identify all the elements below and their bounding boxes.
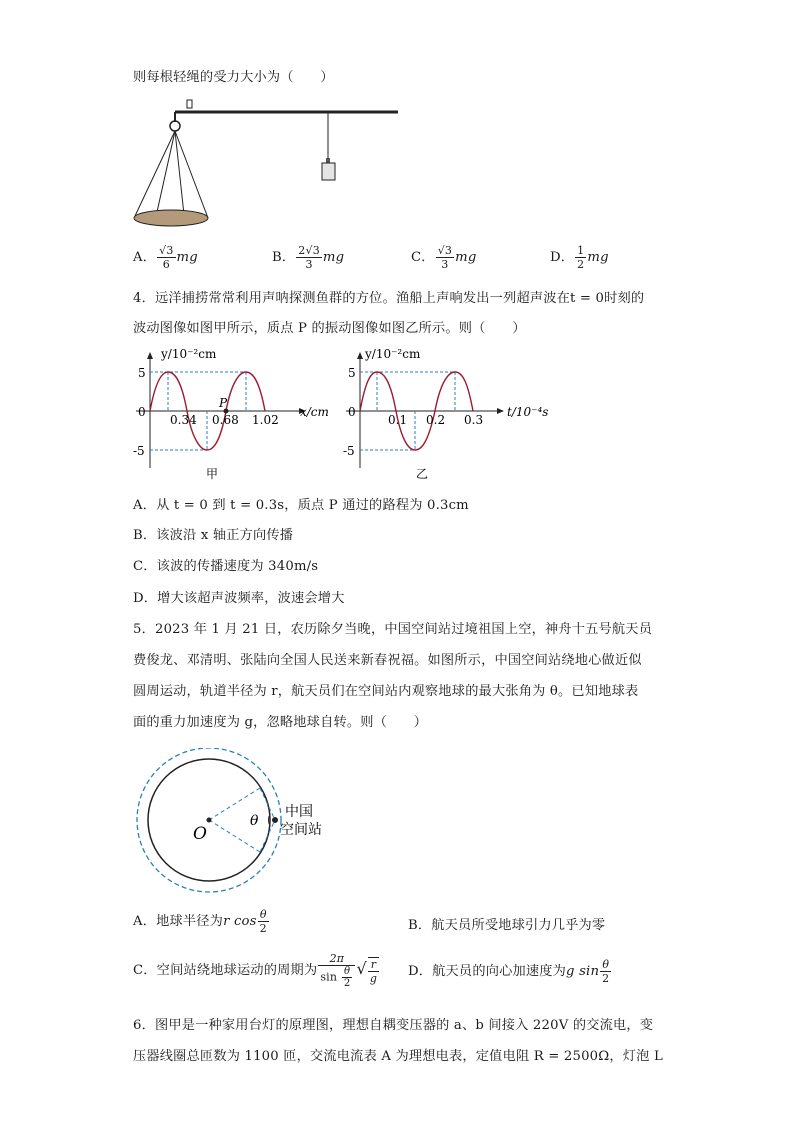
q5-orbit-figure [133, 748, 353, 898]
q5-stem-line1: 5．2023 年 1 月 21 日，农历除夕当晚，中国空间站过境祖国上空，神舟十五号航天员 [133, 622, 653, 637]
q4a-tick-2: 0.68 [212, 413, 239, 427]
q5-stem-line2: 费俊龙、邓清明、张陆向全国人民送来新春祝福。如图所示，中国空间站绕地心做近似 [133, 653, 642, 668]
q4a-tick-1: 0.34 [170, 413, 197, 427]
q4-option-b: B．该波沿 x 轴正方向传播 [133, 528, 294, 543]
q4-vibration-graph [340, 344, 560, 480]
q4-option-c: C．该波的传播速度为 340m/s [133, 559, 319, 574]
q4-wave-graph [130, 344, 340, 480]
q3-option-a: A． $\frac{√3}{6}$ mg [133, 244, 198, 271]
q4-option-a: A．从 t = 0 到 t = 0.3s，质点 P 通过的路程为 0.3cm [133, 498, 469, 513]
q5-option-b: B．航天员所受地球引力几乎为零 [408, 918, 606, 933]
q4b-tick-3: 0.3 [464, 413, 484, 427]
q4b-y-neg: -5 [343, 444, 355, 458]
q3-option-d: D． $\frac{1}{2}$ mg [550, 244, 609, 271]
q4a-ylabel: y/10⁻²cm [161, 347, 217, 361]
q4a-point-p: P [219, 396, 228, 410]
q4-stem-line1: 4．远洋捕捞常常利用声呐探测鱼群的方位。渔船上声响发出一列超声波在t = 0时刻的 [133, 291, 645, 306]
q4-option-d: D．增大该超声波频率，波速会增大 [133, 591, 345, 606]
q4a-xlabel: x/cm [300, 405, 329, 419]
q5-station-label-1: 中国 [285, 804, 313, 820]
q5-stem-line3: 圆周运动，轨道半径为 r，航天员们在空间站内观察地球的最大张角为 θ。已知地球表 [133, 684, 639, 699]
q6-stem-line1: 6．图甲是一种家用台灯的原理图，理想自耦变压器的 a、b 间接入 220V 的交流电，变 [133, 1018, 654, 1033]
q4b-origin: 0 [348, 405, 356, 419]
q4a-tick-3: 1.02 [252, 413, 279, 427]
q4b-y-pos: 5 [348, 366, 356, 380]
q3-option-b: B． $\frac{2√3}{3}$ mg [272, 244, 345, 271]
q4a-y-neg: -5 [133, 444, 145, 458]
q4b-tick-1: 0.1 [388, 413, 408, 427]
q5-station-label-2: 空间站 [280, 822, 322, 838]
q5-option-c: C．空间站绕地球运动的周期为 2π sin $\frac{\theta}{2}$ √ $\frac{r}{g}$ [133, 952, 378, 989]
q5-stem-line4: 面的重力加速度为 g，忽略地球自转。则（ ） [133, 715, 428, 730]
q4a-y-pos: 5 [138, 366, 146, 380]
q4b-ylabel: y/10⁻²cm [365, 347, 421, 361]
q6-stem-line2: 压器线圈总匝数为 1100 匝，交流电流表 A 为理想电表，定值电阻 R = 2500Ω，灯泡 L [133, 1049, 663, 1064]
q4a-origin: 0 [138, 405, 146, 419]
q4a-caption: 甲 [206, 467, 219, 480]
q4-stem-line2: 波动图像如图甲所示，质点 P 的振动图像如图乙所示。则（ ） [133, 321, 526, 336]
q4b-caption: 乙 [416, 467, 429, 480]
q3-stem-tail: 则每根轻绳的受力大小为（ ） [133, 70, 334, 85]
q5-option-d: D．航天员的向心加速度为g sin $\frac{\theta}{2}$ [408, 958, 610, 985]
q4b-tick-2: 0.2 [426, 413, 446, 427]
q4b-xlabel: t/10⁻⁴s [507, 405, 549, 419]
q5-angle-label: θ [250, 813, 259, 829]
q3-option-c: C． $\frac{√3}{3}$ mg [411, 244, 477, 271]
q5-center-label: O [193, 824, 207, 844]
q5-option-a: A．地球半径为r cos $\frac{\theta}{2}$ [133, 908, 267, 935]
q3-hanging-figure [130, 96, 405, 231]
